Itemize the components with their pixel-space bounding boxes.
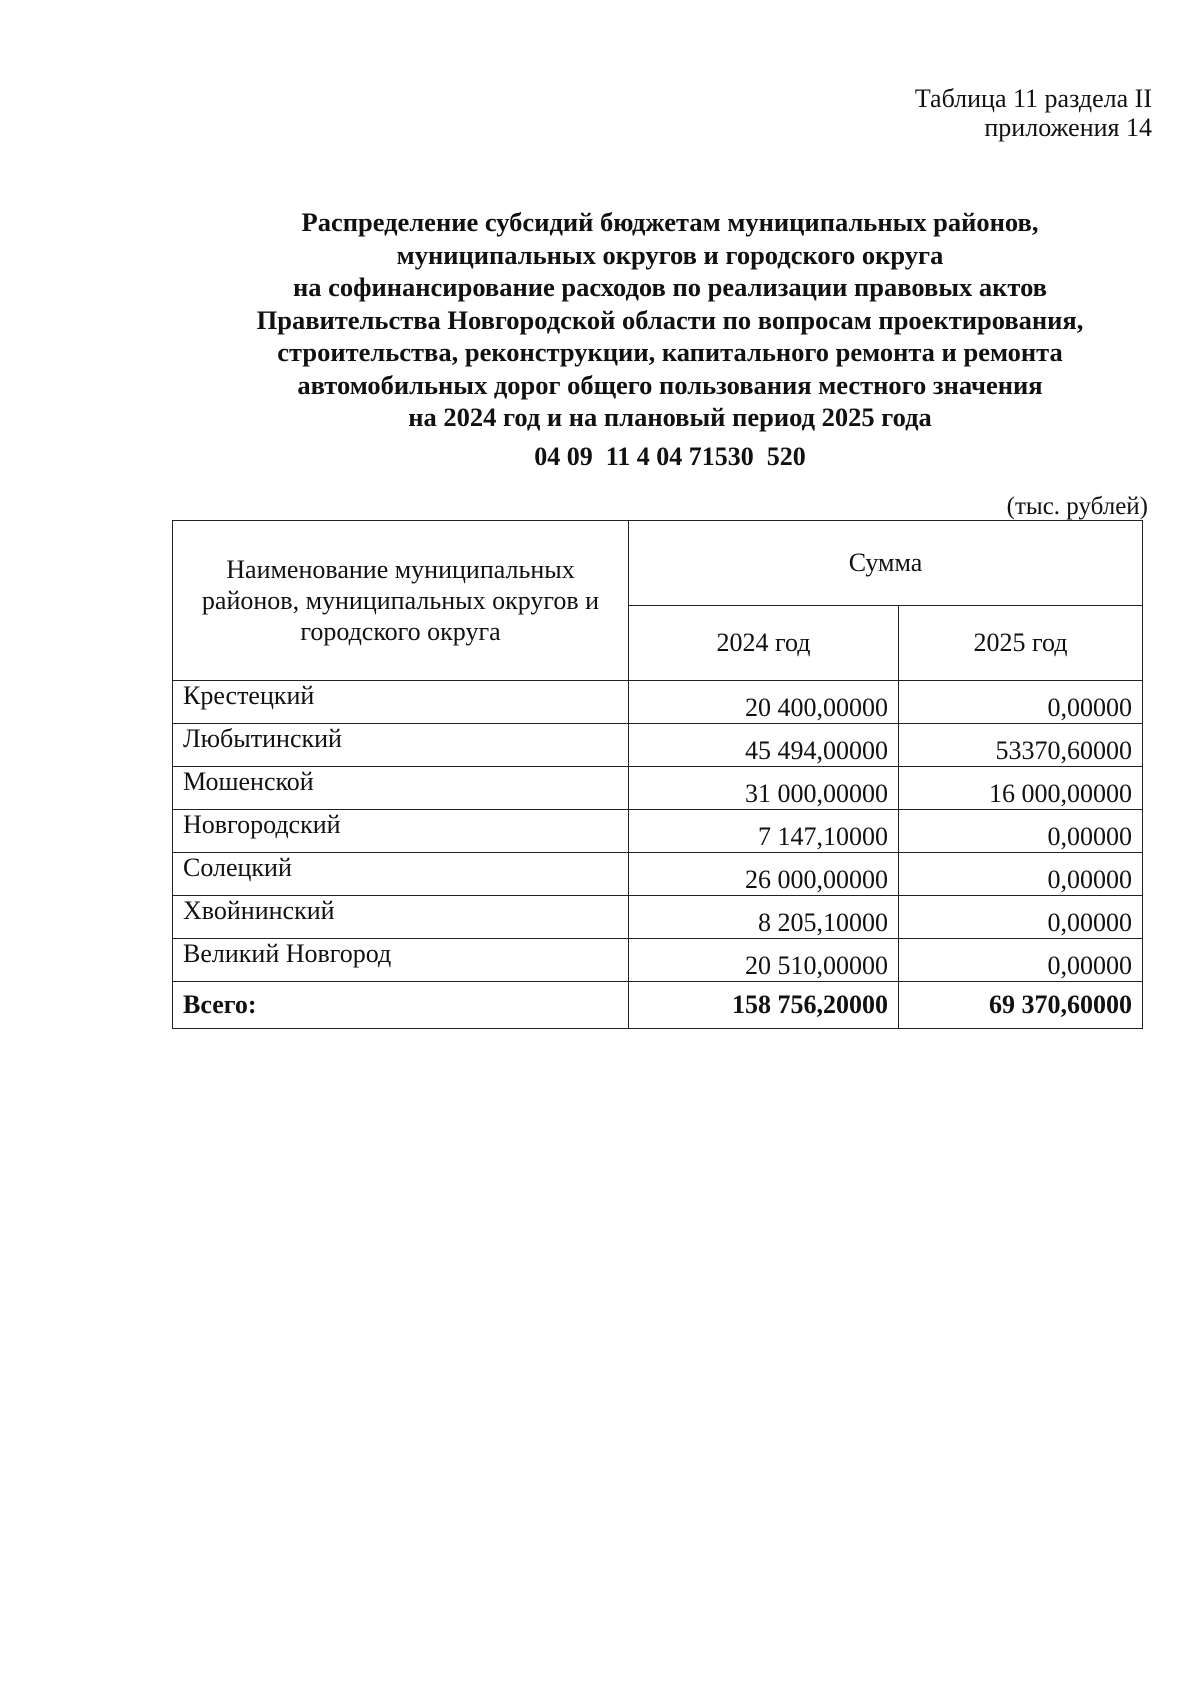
district-name: Крестецкий xyxy=(173,681,629,724)
amount-2024: 7 147,10000 xyxy=(629,810,899,853)
table-row xyxy=(173,939,1143,982)
amount-2025: 0,00000 xyxy=(899,681,1143,724)
document-title xyxy=(120,206,1200,434)
budget-classification-code: 04 09 11 4 04 71530 520 xyxy=(534,442,806,471)
column-header-2024: 2024 год xyxy=(629,606,899,681)
total-label: Всего: xyxy=(173,982,629,1029)
amount-2025: 0,00000 xyxy=(899,896,1143,939)
subsidies-table xyxy=(172,520,1143,1029)
title-line: на софинансирование расходов по реализации правовых актов xyxy=(293,272,1047,302)
title-line: строительства, реконструкции, капитального ремонта и ремонта xyxy=(277,337,1063,367)
district-name: Великий Новгород xyxy=(173,939,629,982)
district-name: Любытинский xyxy=(173,724,629,767)
title-line: автомобильных дорог общего пользования местного значения xyxy=(297,369,1043,400)
table-row xyxy=(173,767,1143,810)
total-2025: 69 370,60000 xyxy=(899,982,1143,1029)
district-name: Солецкий xyxy=(173,853,629,896)
amount-2025: 0,00000 xyxy=(899,939,1143,982)
units-note: (тыс. рублей) xyxy=(1006,493,1148,520)
document-reference xyxy=(752,84,1152,142)
reference-appendix-number: приложения 14 xyxy=(984,113,1152,142)
total-2024: 158 756,20000 xyxy=(629,982,899,1029)
table-row xyxy=(173,681,1143,724)
amount-2024: 20 510,00000 xyxy=(629,939,899,982)
amount-2025: 53370,60000 xyxy=(899,724,1143,767)
amount-2024: 31 000,00000 xyxy=(629,767,899,810)
district-name: Мошенской xyxy=(173,767,629,810)
amount-2025: 0,00000 xyxy=(899,853,1143,896)
table-row xyxy=(173,896,1143,939)
table-total-row xyxy=(173,982,1143,1029)
table-row xyxy=(173,853,1143,896)
table-header-row xyxy=(173,521,1143,606)
title-line: муниципальных округов и городского округа xyxy=(396,239,944,270)
district-name: Новгородский xyxy=(173,810,629,853)
table-row xyxy=(173,810,1143,853)
amount-2024: 20 400,00000 xyxy=(629,681,899,724)
reference-table-number: Таблица 11 раздела II xyxy=(914,84,1152,113)
amount-2024: 45 494,00000 xyxy=(629,724,899,767)
table-row xyxy=(173,724,1143,767)
district-name: Хвойнинский xyxy=(173,896,629,939)
amount-2024: 8 205,10000 xyxy=(629,896,899,939)
column-header-2025: 2025 год xyxy=(899,606,1143,681)
column-header-sum: Сумма xyxy=(629,521,1143,606)
title-line: на 2024 год и на плановый период 2025 года xyxy=(408,402,932,432)
amount-2025: 0,00000 xyxy=(899,810,1143,853)
amount-2025: 16 000,00000 xyxy=(899,767,1143,810)
title-line: Правительства Новгородской области по вопросам проектирования, xyxy=(256,304,1084,335)
column-header-name: Наименование муниципальных районов, муниципальных округов и городского округа xyxy=(173,521,629,681)
title-line: Распределение субсидий бюджетам муниципальных районов, xyxy=(301,207,1039,237)
amount-2024: 26 000,00000 xyxy=(629,853,899,896)
